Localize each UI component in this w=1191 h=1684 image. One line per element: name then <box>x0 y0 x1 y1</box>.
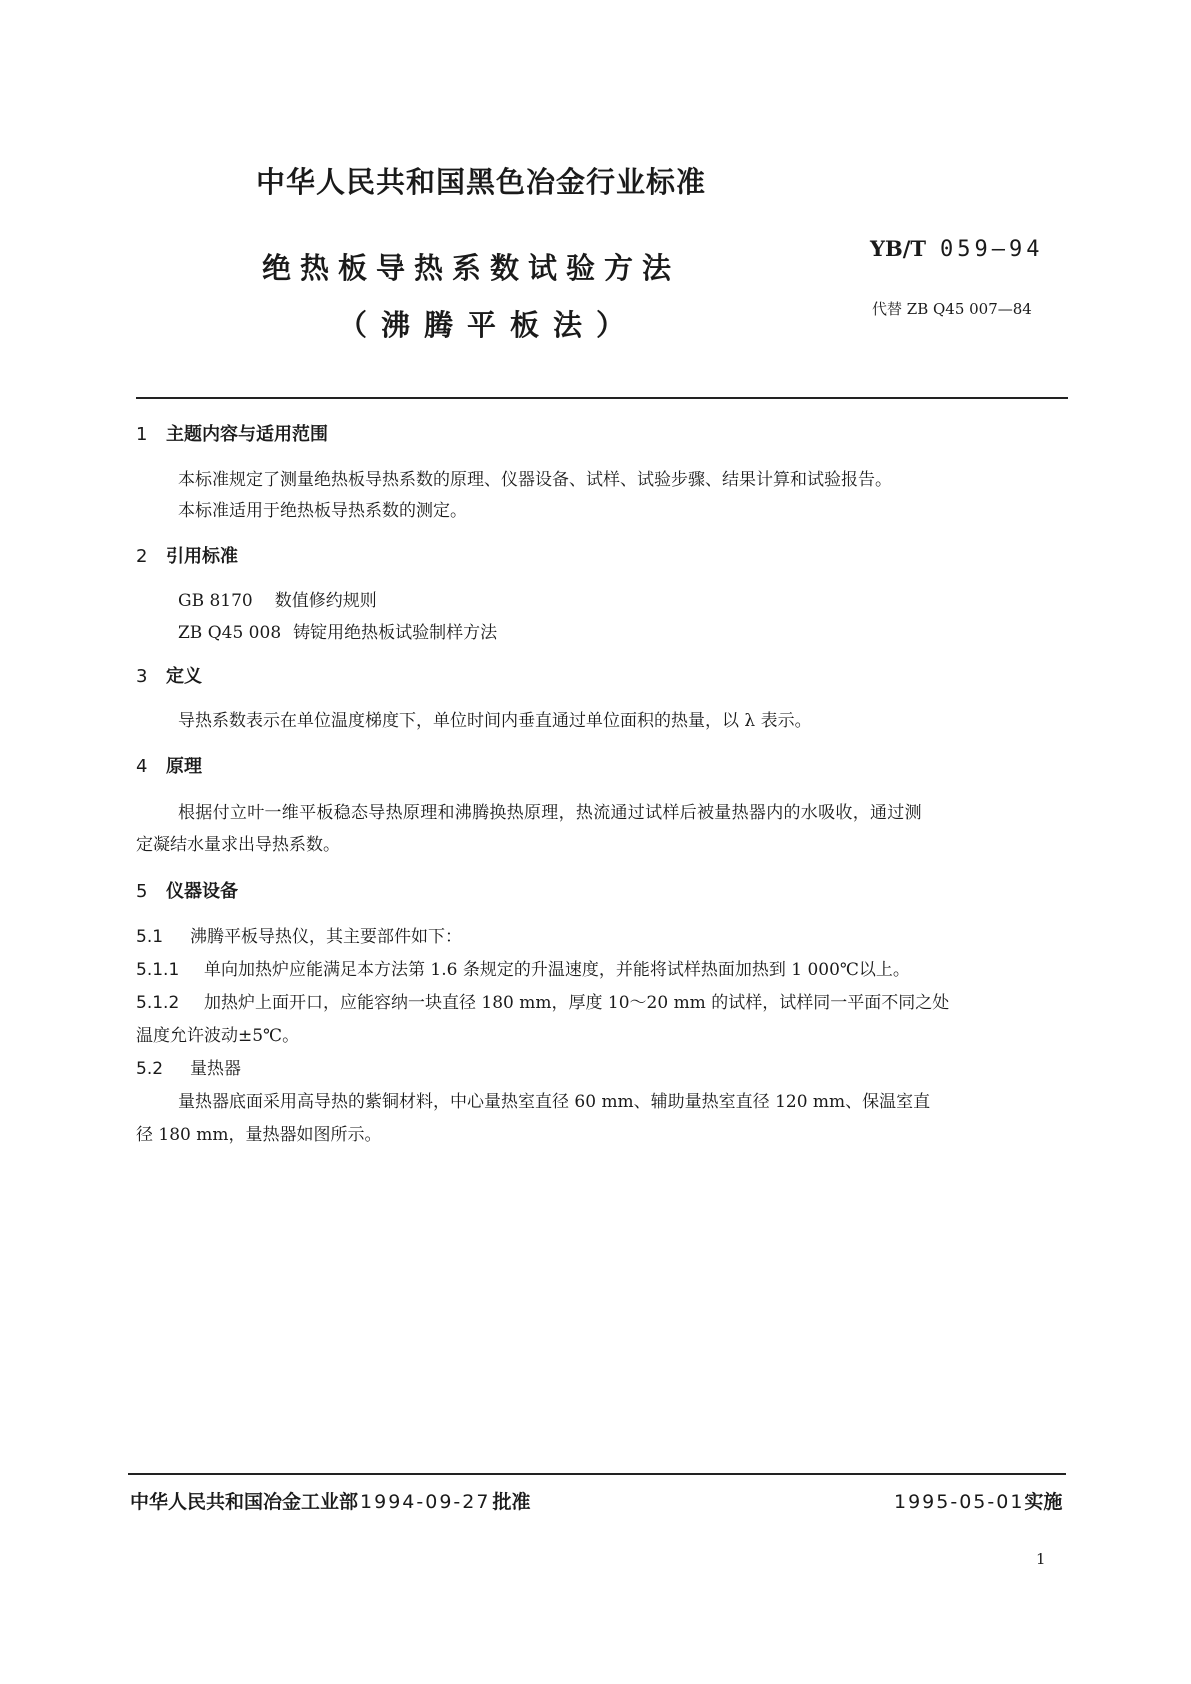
section-number: 4 <box>136 756 148 777</box>
standard-code-number: 059—94 <box>940 237 1044 262</box>
clause-5-1-2 <box>136 988 949 1013</box>
reference-item <box>178 586 377 611</box>
clause-5-2-paragraph-line-2: 径 180 mm，量热器如图所示。 <box>136 1125 382 1145</box>
section-1-paragraph-1: 本标准规定了测量绝热板导热系数的原理、仪器设备、试样、试验步骤、结果计算和试验报告。 <box>178 470 892 490</box>
section-2-heading <box>136 542 238 568</box>
header-divider <box>136 397 1068 399</box>
document-subtitle: （沸腾平板法） <box>338 308 640 342</box>
approval-date: 1994-09-27 <box>360 1491 491 1513</box>
clause-5-1-1 <box>136 955 910 980</box>
effective-date: 1995-05-01 <box>894 1491 1025 1513</box>
clause-text: 单向加热炉应能满足本方法第 1.6 条规定的升温速度，并能将试样热面加热到 1 000℃以上。 <box>204 960 910 980</box>
clause-text: 加热炉上面开口，应能容纳一块直径 180 mm，厚度 10～20 mm 的试样，试样同一平面不同之处 <box>204 993 950 1013</box>
section-number: 5 <box>136 881 148 902</box>
document-title: 绝热板导热系数试验方法 <box>262 251 681 285</box>
reference-code: GB 8170 <box>178 591 253 611</box>
replaces-standard: 代替 ZB Q45 007—84 <box>872 300 1032 318</box>
approval-label: 批准 <box>492 1491 531 1513</box>
clause-number: 5.2 <box>136 1059 164 1079</box>
footer-divider <box>128 1473 1066 1475</box>
clause-text: 量热器 <box>190 1059 241 1079</box>
section-title: 主题内容与适用范围 <box>166 424 328 445</box>
clause-text: 沸腾平板导热仪，其主要部件如下： <box>190 927 462 947</box>
section-1-paragraph-2: 本标准适用于绝热板导热系数的测定。 <box>178 501 467 521</box>
section-title: 原理 <box>166 756 202 777</box>
reference-title: 数值修约规则 <box>274 591 377 611</box>
section-3-paragraph: 导热系数表示在单位温度梯度下，单位时间内垂直通过单位面积的热量，以 λ 表示。 <box>178 711 812 731</box>
clause-number: 5.1.2 <box>136 993 180 1013</box>
clause-number: 5.1.1 <box>136 960 180 980</box>
section-4-paragraph-line-1: 根据付立叶一维平板稳态导热原理和沸腾换热原理，热流通过试样后被量热器内的水吸收，通过测 <box>178 803 922 823</box>
section-number: 1 <box>136 424 148 445</box>
clause-number: 5.1 <box>136 927 164 947</box>
standard-code-prefix: YB/T <box>870 236 927 261</box>
clause-5-2-paragraph-line-1: 量热器底面采用高导热的紫铜材料，中心量热室直径 60 mm、辅助量热室直径 120 mm、保温室直 <box>178 1092 931 1112</box>
approving-authority: 中华人民共和国冶金工业部 <box>130 1491 359 1513</box>
approval-line <box>130 1487 530 1514</box>
clause-5-2 <box>136 1054 241 1079</box>
section-number: 2 <box>136 546 148 567</box>
issuing-authority: 中华人民共和国黑色冶金行业标准 <box>256 165 707 199</box>
section-title: 引用标准 <box>166 546 238 567</box>
section-3-heading <box>136 662 202 688</box>
clause-5-1-2-continuation: 温度允许波动±5℃。 <box>136 1026 300 1046</box>
section-5-heading <box>136 877 238 903</box>
reference-code: ZB Q45 008 <box>178 623 282 643</box>
section-number: 3 <box>136 666 148 687</box>
section-4-paragraph-line-2: 定凝结水量求出导热系数。 <box>136 835 340 855</box>
standard-code <box>870 236 1044 262</box>
section-4-heading <box>136 752 202 778</box>
page-number: 1 <box>1036 1550 1046 1568</box>
reference-title: 铸锭用绝热板试验制样方法 <box>293 623 498 643</box>
effective-label: 实施 <box>1024 1491 1063 1513</box>
reference-item <box>178 618 497 643</box>
section-1-heading <box>136 420 328 446</box>
section-title: 仪器设备 <box>166 881 238 902</box>
section-title: 定义 <box>166 666 202 687</box>
effective-line <box>894 1487 1062 1514</box>
clause-5-1 <box>136 922 462 947</box>
